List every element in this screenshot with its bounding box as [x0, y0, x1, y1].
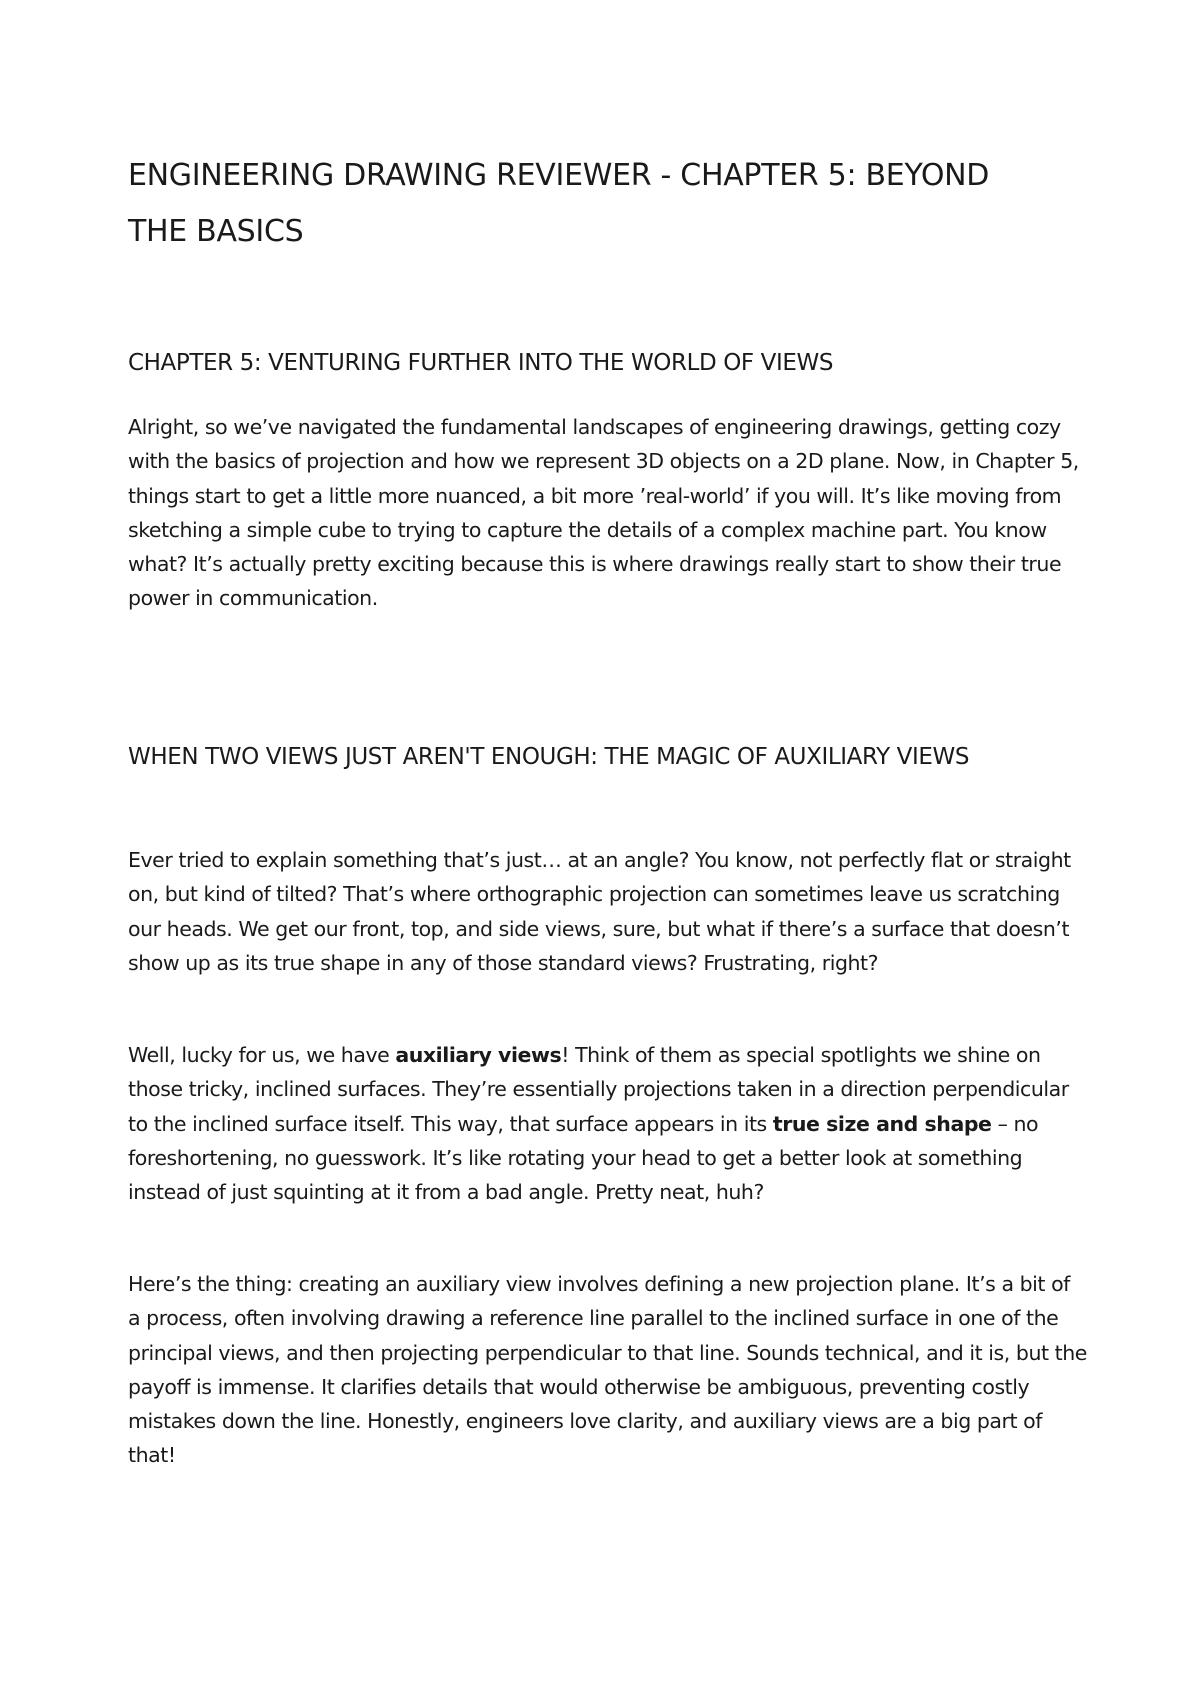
auxiliary-paragraph-1: Ever tried to explain something that’s just… at an angle? You know, not perfectly flat or straight on, but kind of tilted? That’s where orthographic projection can sometimes leave us scratching our heads. We get our front, top, and side views, sure, but what if there’s a surface that doesn’t show up as its true shape in any of those standard views? Frustrating, right?: [128, 848, 1071, 975]
paragraph-text: Well, lucky for us, we have: [128, 1043, 396, 1067]
paragraph-text: ! Think of them as special spotlights we shine on those tricky, inclined surfaces. They’re essentially projections taken in a direction perpendicular to the inclined surface itself. This way, that surface appears in its: [128, 1043, 1069, 1136]
bold-term-true-size-and-shape: true size and shape: [772, 1111, 992, 1136]
document-title: ENGINEERING DRAWING REVIEWER - CHAPTER 5: BEYOND THE BASICS: [128, 158, 990, 249]
auxiliary-paragraph-2: [128, 1038, 1088, 1209]
section-heading-auxiliary-views: WHEN TWO VIEWS JUST AREN'T ENOUGH: THE MAGIC OF AUXILIARY VIEWS: [128, 744, 970, 770]
intro-paragraph: Alright, so we’ve navigated the fundamental landscapes of engineering drawings, getting cozy with the basics of projection and how we represent 3D objects on a 2D plane. Now, in Chapter 5, things start to get a little more nuanced, a bit more ’real-world’ if you will. It’s like moving from sketching a simple cube to trying to capture the details of a complex machine part. You know what? It’s actually pretty exciting because this is where drawings really start to show their true power in communication.: [128, 415, 1079, 611]
auxiliary-paragraph-3: Here’s the thing: creating an auxiliary view involves defining a new projection plane. It’s a bit of a process, often involving drawing a reference line parallel to the inclined surface in one of the principal views, and then projecting perpendicular to that line. Sounds technical, and it is, but the payoff is immense. It clarifies details that would otherwise be ambiguous, preventing costly mistakes down the line. Honestly, engineers love clarity, and auxiliary views are a big part of that!: [128, 1272, 1087, 1468]
bold-term-auxiliary-views: auxiliary views: [395, 1043, 562, 1067]
section-heading-chapter-5: CHAPTER 5: VENTURING FURTHER INTO THE WORLD OF VIEWS: [128, 350, 834, 376]
paragraph-text: – no foreshortening, no guesswork. It’s like rotating your head to get a better look at something instead of just squinting at it from a bad angle. Pretty neat, huh?: [128, 1111, 1039, 1205]
